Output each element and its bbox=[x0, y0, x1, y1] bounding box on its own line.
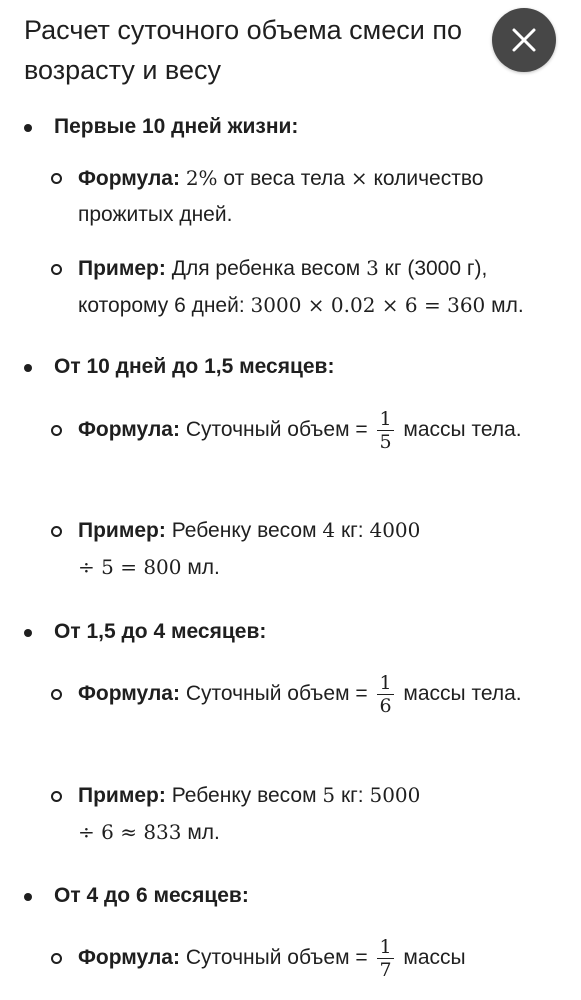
sublist-bullet bbox=[51, 526, 62, 537]
sublist-bullet bbox=[51, 173, 62, 184]
formula-text: массы bbox=[403, 946, 466, 969]
list-bullet bbox=[24, 364, 32, 372]
close-button[interactable] bbox=[492, 8, 556, 72]
formula-item bbox=[78, 404, 538, 456]
example-label: Пример: bbox=[78, 519, 166, 542]
formula-text: количество прожитых дней. bbox=[78, 167, 484, 226]
example-item bbox=[78, 777, 438, 851]
example-text: мл. bbox=[187, 556, 220, 579]
section-heading-4-6-months: От 4 до 6 месяцев: bbox=[54, 884, 249, 907]
sublist-bullet bbox=[51, 425, 62, 436]
example-text: кг: bbox=[340, 519, 364, 542]
formula-text: Суточный объем = bbox=[185, 946, 368, 969]
example-math: 4000 ÷ 5 = 800 bbox=[78, 518, 421, 579]
formula-label: Формула: bbox=[78, 418, 180, 441]
example-item bbox=[78, 250, 558, 324]
example-math: 3 bbox=[366, 256, 379, 280]
formula-label: Формула: bbox=[78, 682, 180, 705]
example-math: 3000 × 0.02 × 6 = 360 bbox=[250, 293, 486, 317]
formula-label: Формула: bbox=[78, 946, 180, 969]
example-text: кг (3000 г), которому 6 дней: bbox=[78, 257, 488, 317]
example-item bbox=[78, 512, 438, 586]
section-heading-first-10-days: Первые 10 дней жизни: bbox=[54, 115, 299, 138]
example-label: Пример: bbox=[78, 257, 166, 280]
formula-label: Формула: bbox=[78, 167, 180, 190]
formula-text: массы тела. bbox=[403, 418, 522, 441]
fraction bbox=[377, 936, 393, 981]
example-math: 5000 ÷ 6 ≈ 833 bbox=[78, 783, 421, 844]
sublist-bullet bbox=[51, 791, 62, 802]
list-bullet bbox=[24, 893, 32, 901]
sublist-bullet bbox=[51, 953, 62, 964]
sublist-bullet bbox=[51, 689, 62, 700]
example-math: 5 bbox=[322, 783, 336, 807]
fraction bbox=[377, 672, 393, 717]
example-math: 4 bbox=[322, 518, 336, 542]
sublist-bullet bbox=[51, 264, 62, 275]
formula-item bbox=[78, 160, 558, 233]
list-bullet bbox=[24, 124, 32, 132]
example-text: Для ребенка весом bbox=[171, 257, 361, 280]
close-icon bbox=[511, 27, 537, 53]
example-text: мл. bbox=[187, 821, 220, 844]
section-heading-1-5-4-months: От 1,5 до 4 месяцев: bbox=[54, 620, 267, 643]
example-text: кг: bbox=[340, 784, 364, 807]
formula-text: массы тела. bbox=[403, 682, 522, 705]
example-text: мл. bbox=[491, 294, 524, 317]
formula-text: Суточный объем = bbox=[185, 418, 368, 441]
section-heading-10-days-1-5-months: От 10 дней до 1,5 месяцев: bbox=[54, 355, 335, 378]
formula-math: × bbox=[350, 166, 368, 190]
fraction-numerator: 1 bbox=[379, 671, 392, 694]
formula-text: от веса тела bbox=[223, 167, 345, 190]
fraction-numerator: 1 bbox=[379, 935, 392, 958]
formula-item bbox=[78, 668, 538, 720]
fraction bbox=[377, 408, 393, 453]
formula-text: Суточный объем = bbox=[185, 682, 368, 705]
example-label: Пример: bbox=[78, 784, 166, 807]
fraction-denominator: 5 bbox=[379, 430, 392, 453]
list-bullet bbox=[24, 629, 32, 637]
formula-item bbox=[78, 932, 558, 984]
example-text: Ребенку весом bbox=[171, 519, 317, 542]
formula-math: 2% bbox=[185, 166, 218, 190]
fraction-numerator: 1 bbox=[379, 407, 392, 430]
fraction-denominator: 7 bbox=[379, 958, 392, 981]
fraction-denominator: 6 bbox=[379, 694, 392, 717]
example-text: Ребенку весом bbox=[171, 784, 317, 807]
page-title: Расчет суточного объема смеси по возрасту и весу bbox=[24, 15, 462, 85]
